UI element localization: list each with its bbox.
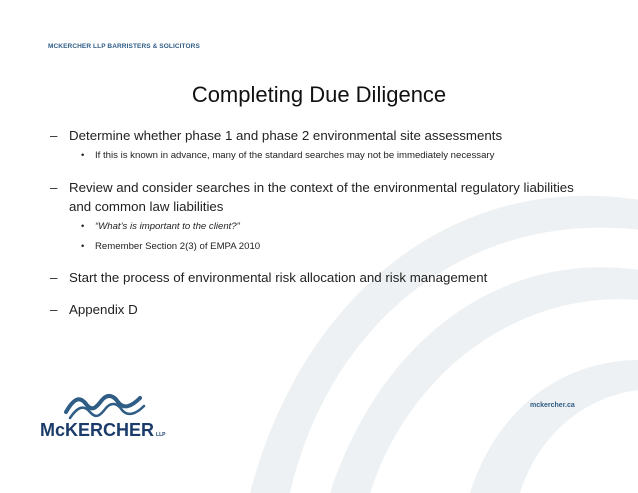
dash-marker: – <box>50 270 58 285</box>
bullet-marker: • <box>81 241 85 252</box>
sub-list-item <box>50 220 578 234</box>
list-item <box>50 126 578 145</box>
logo-name: McKERCHER <box>40 420 155 440</box>
bullet-list <box>50 126 578 319</box>
sub-list-item-text: “What’s is important to the client?” <box>95 221 240 232</box>
dash-marker: – <box>50 302 58 317</box>
dash-marker: – <box>50 128 58 143</box>
list-item <box>50 268 578 287</box>
sub-list-item <box>50 149 578 163</box>
firm-header-text: MCKERCHER LLP BARRISTERS & SOLICITORS <box>48 43 200 50</box>
bullet-marker: • <box>81 150 85 161</box>
list-item <box>50 300 578 319</box>
list-item <box>50 178 578 216</box>
list-item-text: Start the process of environmental risk allocation and risk management <box>69 270 488 285</box>
list-item-text: Determine whether phase 1 and phase 2 environmental site assessments <box>69 128 503 143</box>
sub-list-item-text: Remember Section 2(3) of EMPA 2010 <box>95 241 261 252</box>
list-item-text: Review and consider searches in the context of the environmental regulatory liabilities and common law liabilities <box>69 180 574 214</box>
sub-list-item-text: If this is known in advance, many of the standard searches may not be immediately necessary <box>95 150 495 161</box>
dash-marker: – <box>50 180 58 195</box>
bullet-marker: • <box>81 221 85 232</box>
list-item-text: Appendix D <box>69 302 138 317</box>
website-url: mckercher.ca <box>530 402 575 409</box>
slide-title: Completing Due Diligence <box>191 82 447 107</box>
sub-list-item <box>50 240 578 254</box>
mckercher-logo-wordmark <box>40 420 165 441</box>
logo-suffix: LLP <box>156 432 166 438</box>
